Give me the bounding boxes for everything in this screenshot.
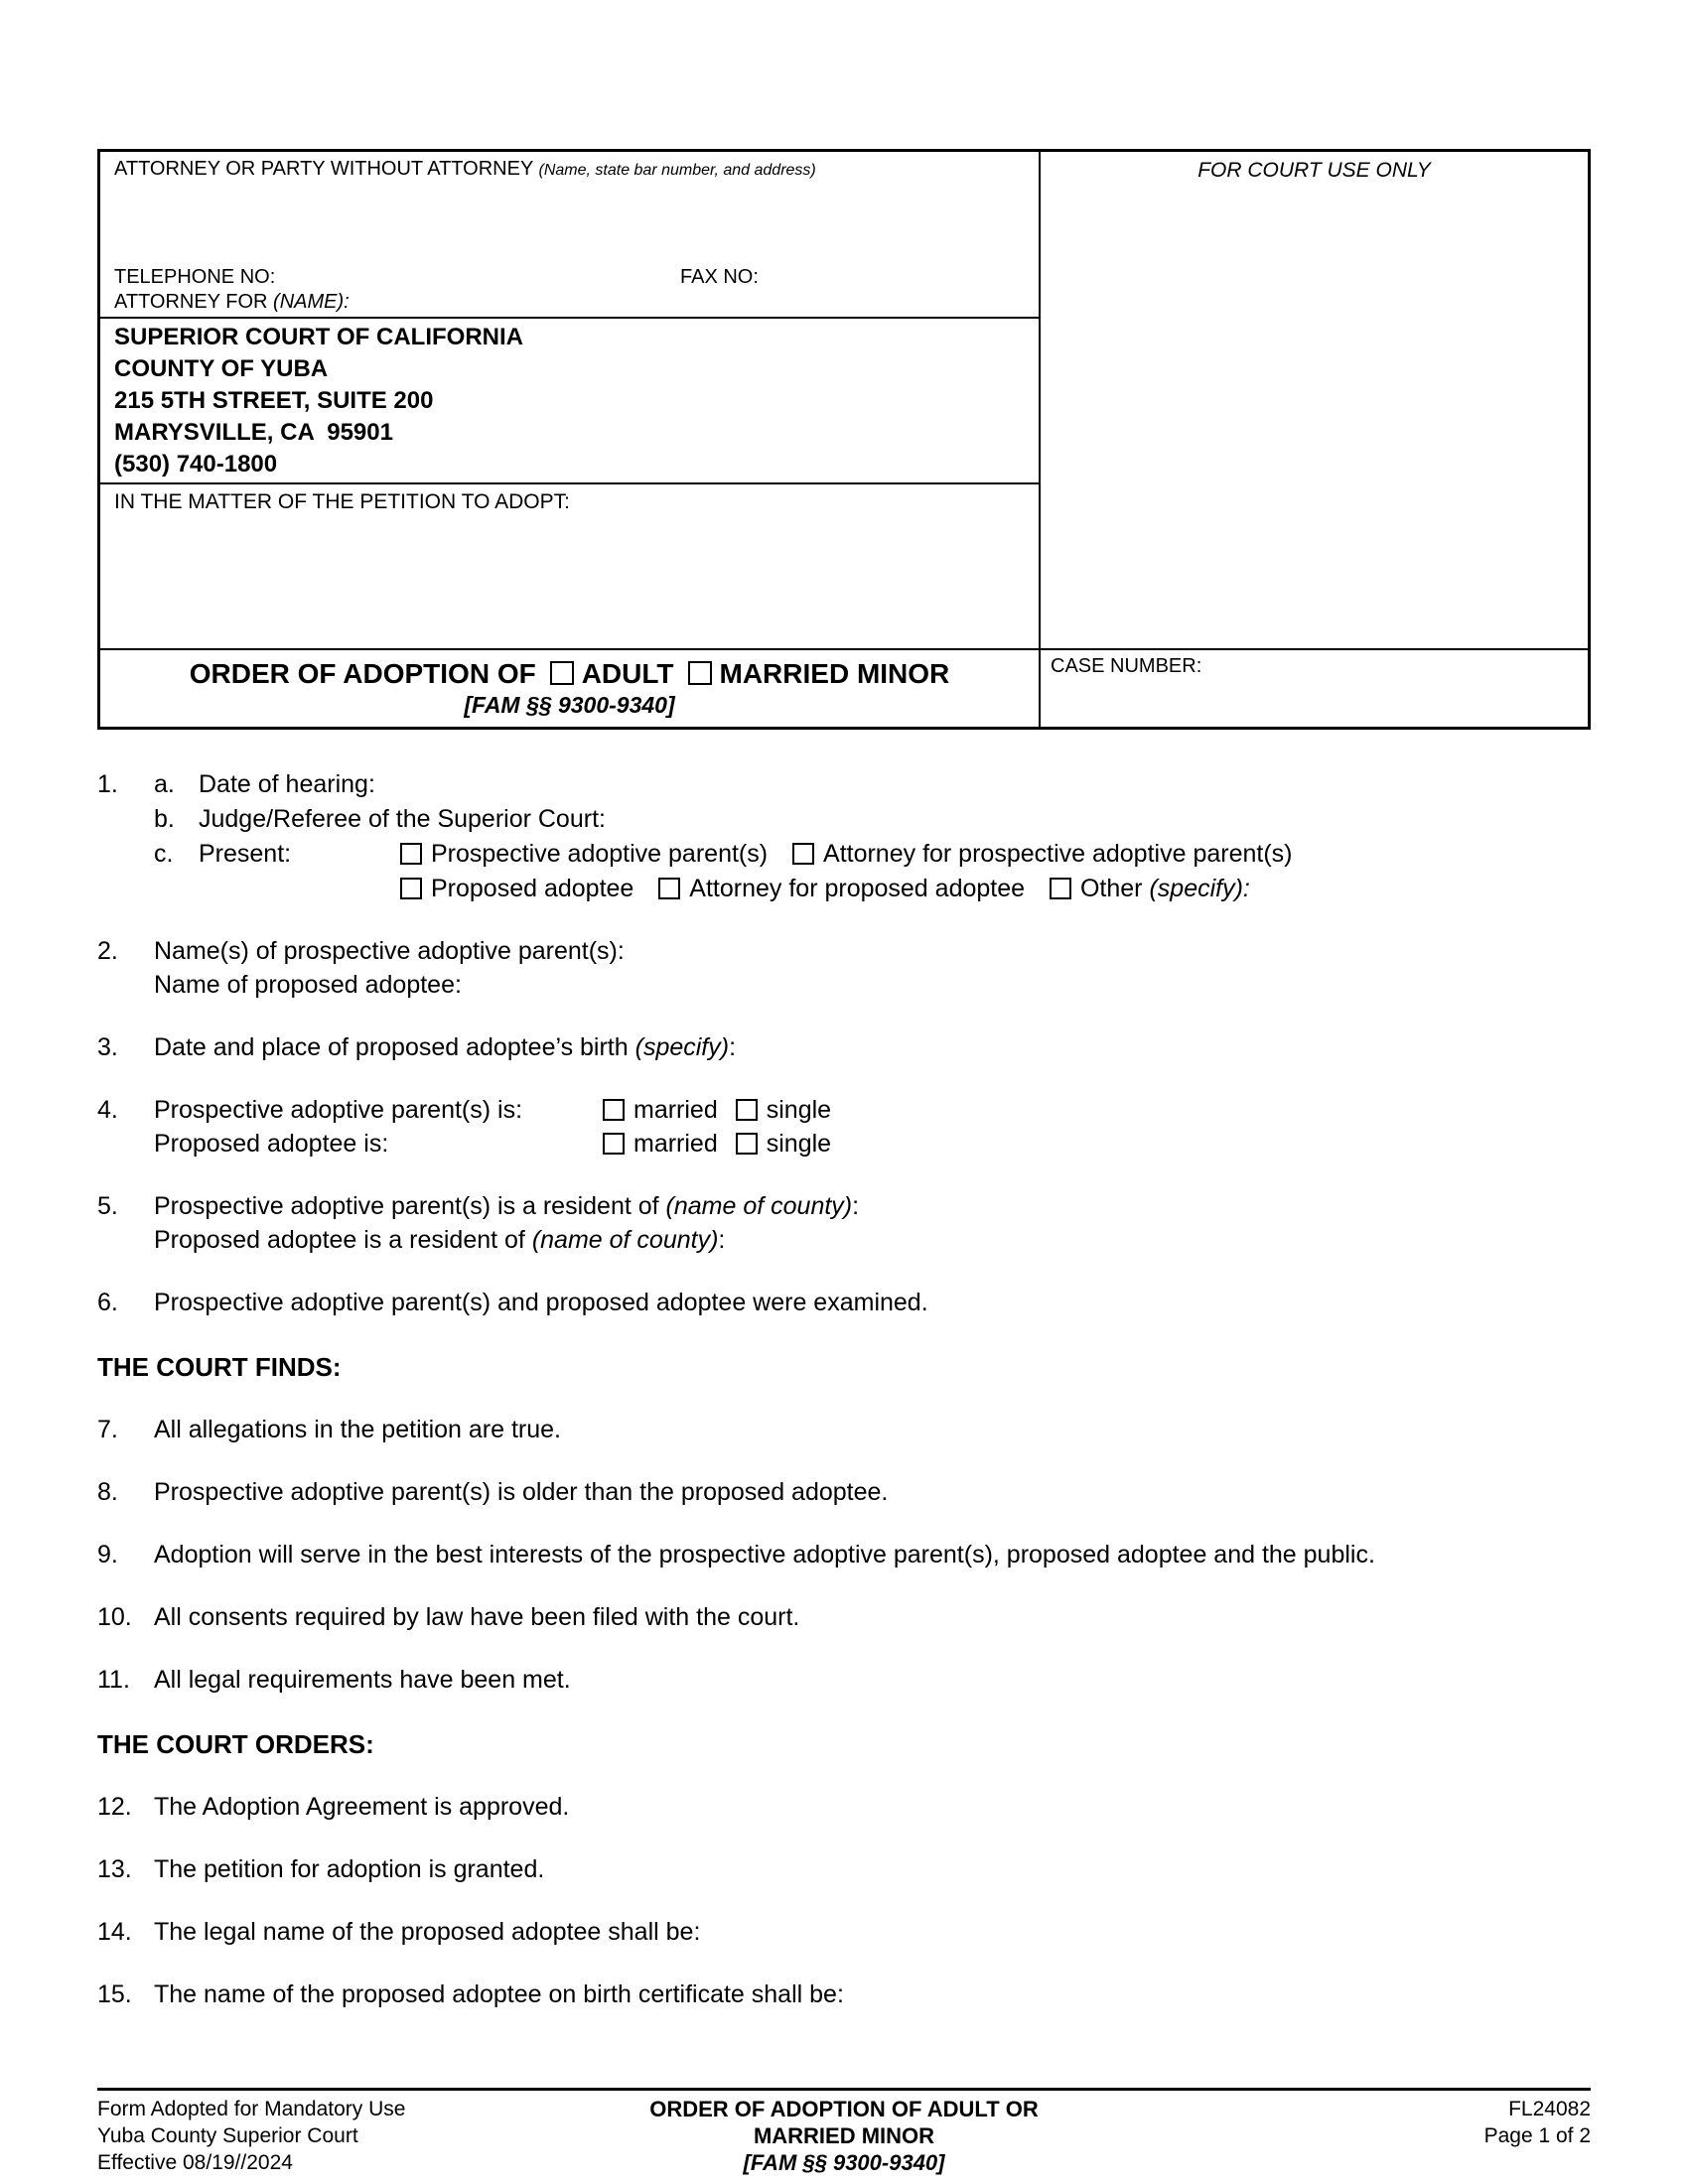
adoptee-marital-label: Proposed adoptee is: — [154, 1130, 389, 1158]
form-item-14 — [97, 1917, 1591, 1948]
attorney-info-area[interactable] — [114, 181, 1027, 266]
county-hint: (name of county) — [665, 1192, 853, 1220]
form-title-adult: ADULT — [581, 658, 674, 689]
form-title-section — [100, 648, 1039, 727]
form-title-prefix: ORDER OF ADOPTION OF — [189, 658, 536, 689]
other-specify-hint: (specify): — [1149, 875, 1250, 902]
form-item-1 — [97, 769, 1591, 904]
court-orders-heading: THE COURT ORDERS: — [97, 1729, 374, 1759]
adoptee-marital-row — [154, 1129, 1591, 1160]
proposed-adoptee-name-label: Name of proposed adoptee: — [154, 971, 462, 999]
date-of-hearing-label: Date of hearing: — [199, 770, 375, 798]
option-other: Other (specify): — [1050, 875, 1250, 902]
item-number: 13. — [97, 1855, 132, 1883]
adoptee-married-checkbox[interactable] — [603, 1133, 625, 1155]
proposed-adoptee-checkbox[interactable] — [400, 878, 422, 899]
form-item-10 — [97, 1602, 1591, 1633]
court-city: MARYSVILLE, CA 95901 — [114, 419, 393, 446]
matter-fill-area[interactable] — [114, 514, 1027, 648]
form-title-line — [100, 658, 1039, 690]
court-finds-heading: THE COURT FINDS: — [97, 1352, 342, 1382]
legal-requirements-statement: All legal requirements have been met. — [154, 1666, 571, 1694]
consents-filed-statement: All consents required by law have been filed with the court. — [154, 1603, 800, 1631]
birth-date-place-label: Date and place of proposed adoptee’s birth (specify): — [154, 1033, 737, 1061]
present-options-row-1 — [400, 839, 1591, 870]
item-number: 10. — [97, 1603, 132, 1631]
attorney-prospective-checkbox[interactable] — [792, 843, 814, 865]
footer-form-title — [524, 2096, 1164, 2176]
allegations-true-statement: All allegations in the petition are true. — [154, 1416, 561, 1443]
parent-married-checkbox[interactable] — [603, 1099, 625, 1121]
attorney-label: ATTORNEY OR PARTY WITHOUT ATTORNEY — [114, 158, 533, 180]
present-options — [400, 839, 1591, 904]
form-item-6 — [97, 1288, 1591, 1318]
sub-letter: c. — [154, 840, 174, 868]
case-number-label: CASE NUMBER: — [1051, 655, 1202, 677]
matter-label: IN THE MATTER OF THE PETITION TO ADOPT: — [114, 490, 570, 513]
item-1b-row — [154, 804, 1591, 835]
form-item-4 — [97, 1095, 1591, 1160]
item-number: 3. — [97, 1033, 118, 1061]
adoptee-single-checkbox[interactable] — [736, 1133, 758, 1155]
court-address-section — [100, 317, 1039, 482]
item-number: 9. — [97, 1541, 118, 1569]
parent-older-statement: Prospective adoptive parent(s) is older than the proposed adoptee. — [154, 1478, 889, 1506]
footer-effective-date: Effective 08/19//2024 — [97, 2151, 293, 2174]
adoptee-married-option: married — [603, 1129, 718, 1160]
married-minor-checkbox[interactable] — [688, 661, 712, 685]
prospective-parents-checkbox[interactable] — [400, 843, 422, 865]
footer-form-number-block — [1164, 2096, 1591, 2176]
adoptee-residence-label: Proposed adoptee is a resident of (name of county): — [154, 1226, 726, 1254]
form-item-5 — [97, 1191, 1591, 1256]
adoptee-single-option: single — [736, 1129, 831, 1160]
option-proposed-adoptee: Proposed adoptee — [400, 875, 633, 902]
form-item-15 — [97, 1979, 1591, 2010]
sub-letter: a. — [154, 770, 175, 798]
option-prospective-parents: Prospective adoptive parent(s) — [400, 840, 768, 868]
footer-statute: [FAM §§ 9300-9340] — [743, 2150, 945, 2175]
item-number: 11. — [97, 1666, 130, 1694]
attorney-section — [100, 152, 1039, 317]
other-checkbox[interactable] — [1050, 878, 1071, 899]
present-label: Present: — [199, 840, 292, 868]
agreement-approved-statement: The Adoption Agreement is approved. — [154, 1793, 570, 1821]
form-footer — [97, 2088, 1591, 2176]
telephone-row — [114, 266, 1027, 289]
form-header-box — [97, 149, 1591, 730]
item-number: 5. — [97, 1192, 118, 1220]
for-court-use-label: FOR COURT USE ONLY — [1197, 159, 1431, 182]
form-item-11 — [97, 1665, 1591, 1696]
footer-title-line1: ORDER OF ADOPTION OF ADULT OR — [649, 2097, 1039, 2121]
form-item-2 — [97, 936, 1591, 1001]
attorney-for-row — [114, 291, 1027, 314]
item-number: 8. — [97, 1478, 118, 1506]
legal-name-label: The legal name of the proposed adoptee shall be: — [154, 1918, 701, 1946]
attorney-label-row — [114, 158, 1027, 181]
present-options-row-2 — [400, 874, 1591, 904]
item-number: 6. — [97, 1289, 118, 1316]
court-street: 215 5TH STREET, SUITE 200 — [114, 387, 434, 414]
header-right-column — [1041, 152, 1588, 727]
item-number: 15. — [97, 1980, 132, 2008]
footer-mandatory-use: Form Adopted for Mandatory Use — [97, 2098, 406, 2120]
court-name-line1: SUPERIOR COURT OF CALIFORNIA — [114, 324, 523, 350]
footer-court-name: Yuba County Superior Court — [97, 2124, 358, 2147]
footer-form-number: FL24082 — [1508, 2098, 1591, 2120]
fax-label: FAX NO: — [680, 266, 759, 288]
specify-hint: (specify) — [634, 1033, 730, 1061]
case-number-cell[interactable] — [1041, 648, 1588, 727]
attorney-for-label: ATTORNEY FOR — [114, 291, 268, 313]
sub-letter: b. — [154, 805, 175, 833]
footer-adoption-info — [97, 2096, 524, 2176]
form-title-married-minor: MARRIED MINOR — [719, 658, 950, 689]
adult-checkbox[interactable] — [550, 661, 574, 685]
telephone-label: TELEPHONE NO: — [114, 266, 276, 288]
form-item-12 — [97, 1792, 1591, 1823]
form-item-13 — [97, 1854, 1591, 1885]
item-number: 1. — [97, 770, 118, 798]
footer-page-number: Page 1 of 2 — [1483, 2124, 1591, 2147]
matter-section — [100, 482, 1039, 648]
court-name-line2: COUNTY OF YUBA — [114, 355, 329, 382]
parent-married-option: married — [603, 1095, 718, 1126]
court-phone: (530) 740-1800 — [114, 451, 278, 478]
form-title-statute: [FAM §§ 9300-9340] — [464, 692, 675, 718]
form-item-8 — [97, 1477, 1591, 1508]
item-1c-row — [154, 839, 1591, 904]
form-item-3 — [97, 1032, 1591, 1063]
petition-granted-statement: The petition for adoption is granted. — [154, 1855, 545, 1883]
item-number: 2. — [97, 937, 118, 965]
attorney-hint: (Name, state bar number, and address) — [538, 162, 816, 179]
option-attorney-adoptee: Attorney for proposed adoptee — [658, 875, 1025, 902]
examined-statement: Prospective adoptive parent(s) and proposed adoptee were examined. — [154, 1289, 928, 1316]
best-interests-statement: Adoption will serve in the best interests of the prospective adoptive parent(s), proposed adoptee and the public. — [154, 1541, 1375, 1569]
item-number: 14. — [97, 1918, 132, 1946]
attorney-adoptee-checkbox[interactable] — [658, 878, 680, 899]
parent-single-option: single — [736, 1095, 831, 1126]
footer-title-line2: MARRIED MINOR — [753, 2123, 935, 2148]
parent-marital-row — [154, 1095, 1591, 1126]
judge-referee-label: Judge/Referee of the Superior Court: — [199, 805, 606, 833]
parent-marital-label: Prospective adoptive parent(s) is: — [154, 1096, 523, 1124]
form-item-7 — [97, 1415, 1591, 1445]
parent-single-checkbox[interactable] — [736, 1099, 758, 1121]
parent-residence-label: Prospective adoptive parent(s) is a resident of (name of county): — [154, 1192, 860, 1220]
prospective-parents-name-label: Name(s) of prospective adoptive parent(s): — [154, 937, 625, 965]
header-left-column — [100, 152, 1041, 727]
form-item-9 — [97, 1540, 1591, 1570]
item-number: 4. — [97, 1096, 118, 1124]
option-attorney-prospective: Attorney for prospective adoptive parent(s) — [792, 840, 1292, 868]
item-1a-row — [154, 769, 1591, 800]
attorney-for-hint: (NAME): — [273, 291, 350, 313]
item-number: 7. — [97, 1416, 118, 1443]
for-court-use-area — [1041, 152, 1588, 648]
form-body — [97, 730, 1591, 2010]
item-number: 12. — [97, 1793, 132, 1821]
birth-certificate-name-label: The name of the proposed adoptee on birth certificate shall be: — [154, 1980, 844, 2008]
county-hint: (name of county) — [531, 1226, 719, 1254]
